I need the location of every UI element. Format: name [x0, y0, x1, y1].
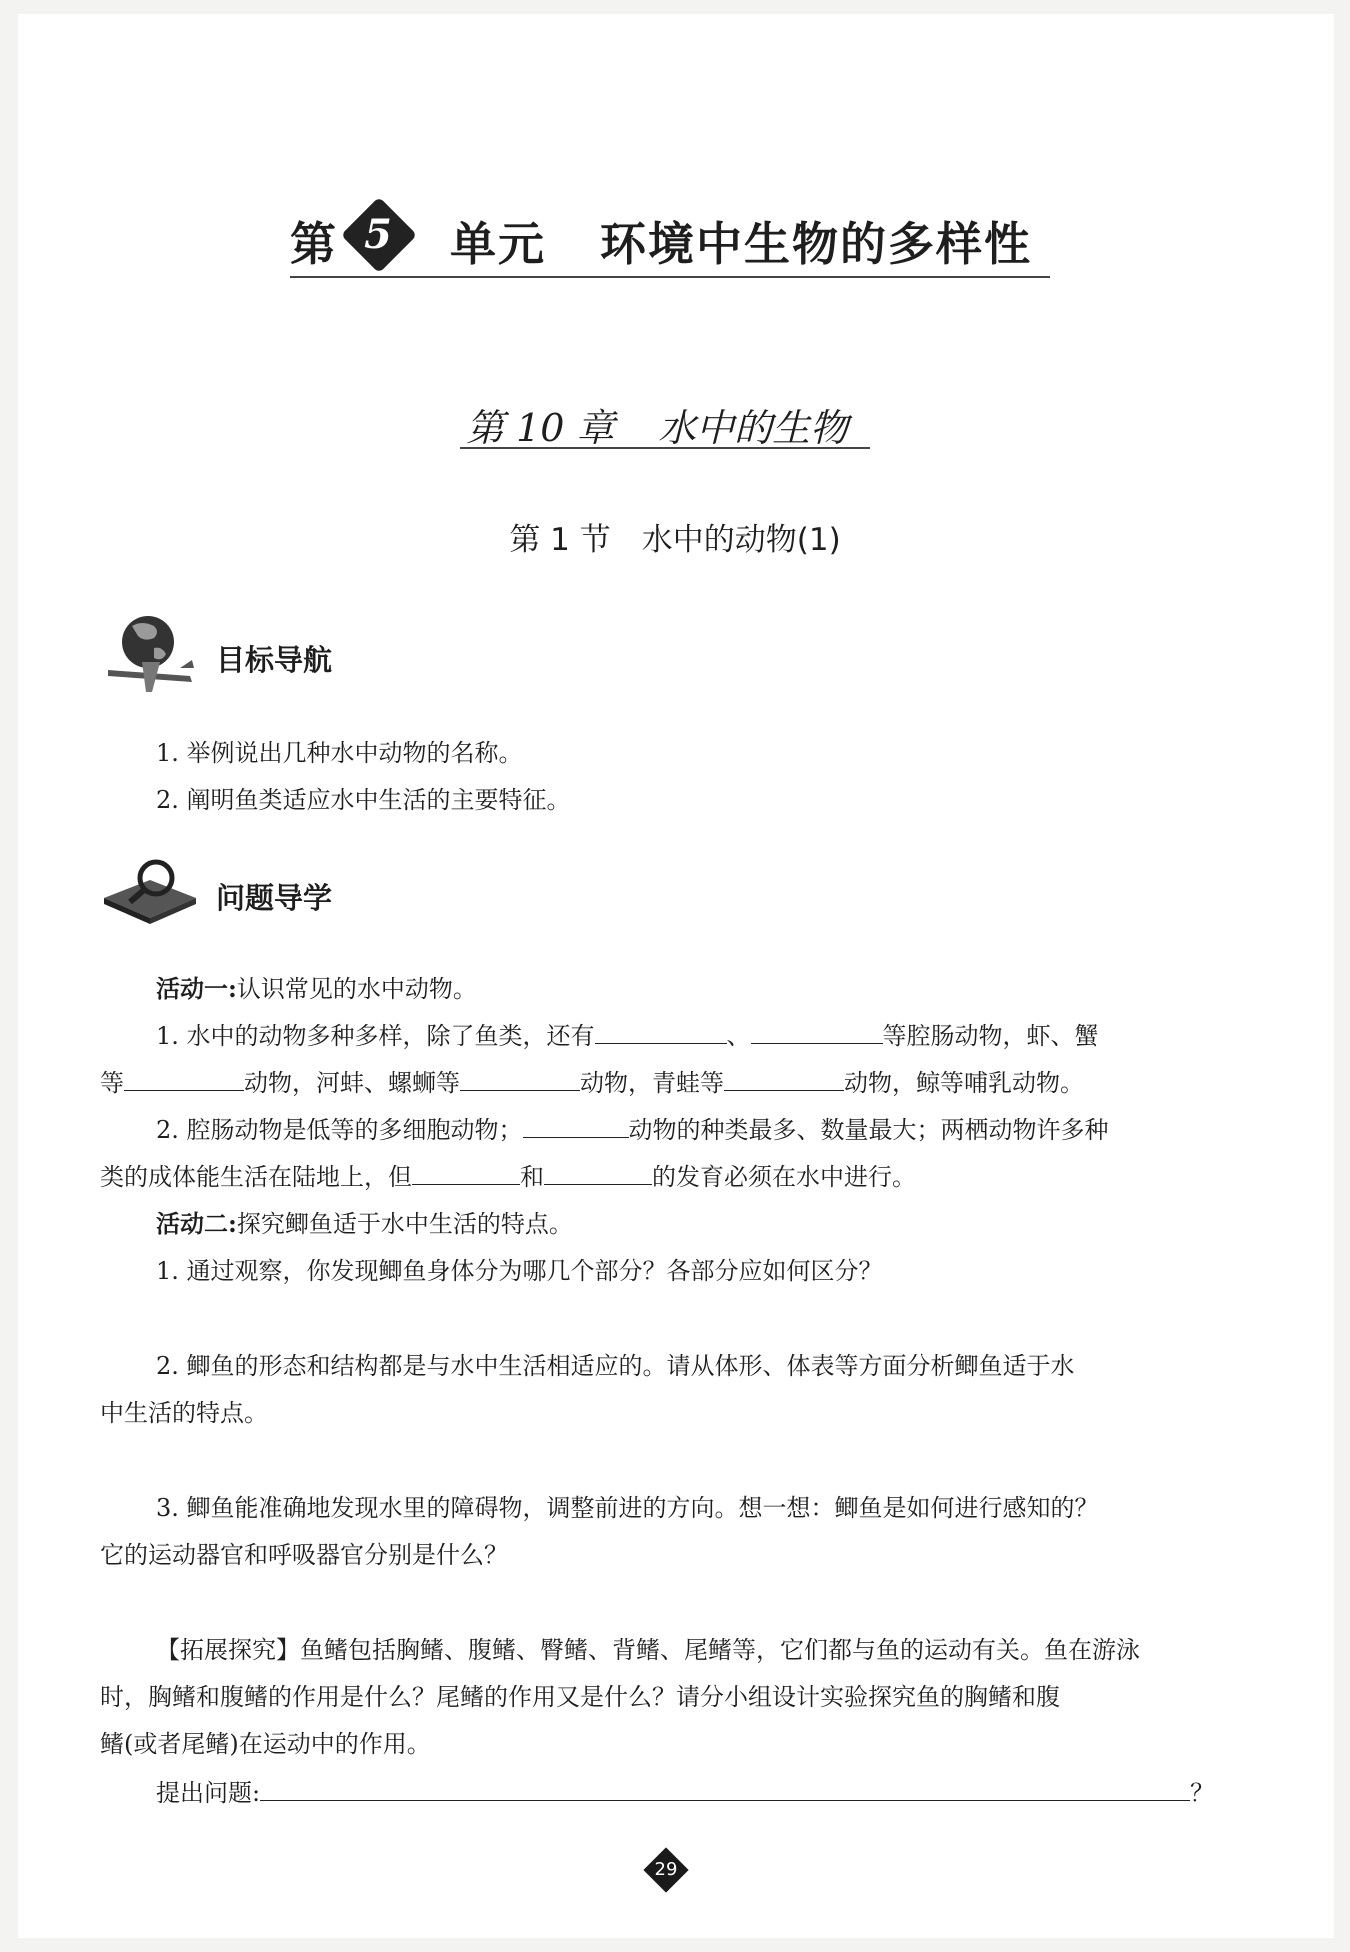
unit-underline — [290, 276, 1050, 278]
page-number-badge — [644, 1848, 688, 1892]
blank[interactable] — [412, 1160, 520, 1185]
globe-airplane-icon — [102, 612, 198, 698]
text: 类的成体能生活在陆地上，但 — [100, 1163, 412, 1191]
extension-line2: 时，胸鳍和腹鳍的作用是什么？尾鳍的作用又是什么？请分小组设计实验探究鱼的胸鳍和腹 — [100, 1683, 1060, 1711]
activity2-label: 活动二: — [156, 1209, 237, 1238]
activity1-text: 认识常见的水中动物。 — [236, 975, 477, 1003]
magnifier-calculator-icon — [100, 858, 200, 924]
unit-name: 环境中生物的多样性 — [600, 217, 1032, 271]
question-blank[interactable] — [260, 1776, 1190, 1801]
goals-heading: 目标导航 — [216, 643, 333, 677]
activity1-q1-line1 — [156, 1019, 1099, 1053]
chapter-title — [460, 395, 870, 449]
activity2-q3-line2: 它的运动器官和呼吸器官分别是什么？ — [100, 1541, 508, 1569]
activity1-q2-line1 — [156, 1113, 1109, 1147]
blank[interactable] — [124, 1066, 244, 1091]
text: 、 — [726, 1022, 751, 1050]
goal-item-1: 1. 举例说出几种水中动物的名称。 — [156, 739, 523, 767]
activity1-q1-line2 — [100, 1066, 1084, 1100]
unit-prefix: 第 — [290, 217, 338, 271]
extension-prompt-label: 提出问题: — [156, 1779, 261, 1807]
text: 和 — [520, 1163, 544, 1191]
activity1 — [156, 972, 477, 1006]
unit-title — [290, 200, 1050, 278]
blank[interactable] — [544, 1160, 652, 1185]
text: 动物，鲸等哺乳动物。 — [844, 1069, 1084, 1097]
guide-heading: 问题导学 — [216, 881, 333, 915]
activity2-q3-line1: 3. 鲫鱼能准确地发现水里的障碍物，调整前进的方向。想一想：鲫鱼是如何进行感知的？ — [156, 1494, 1099, 1522]
blank[interactable] — [751, 1019, 883, 1044]
activity1-label: 活动一: — [156, 974, 237, 1003]
activity2 — [156, 1207, 573, 1241]
chapter-label: 第 10 章 — [466, 406, 615, 450]
unit-number: 5 — [364, 211, 394, 258]
page-number: 29 — [654, 1859, 678, 1880]
blank[interactable] — [724, 1066, 844, 1091]
blank[interactable] — [595, 1019, 727, 1044]
extension-prompt-end: ？ — [1190, 1779, 1215, 1807]
text: 等 — [100, 1069, 124, 1097]
activity2-q2-line1: 2. 鲫鱼的形态和结构都是与水中生活相适应的。请从体形、体表等方面分析鲫鱼适于水 — [156, 1352, 1075, 1380]
text: 动物的种类最多、数量最大；两栖动物许多种 — [628, 1116, 1109, 1144]
blank[interactable] — [460, 1066, 580, 1091]
unit-suffix: 单元 — [450, 217, 546, 271]
extension-prompt-row — [156, 1776, 1214, 1810]
chapter-name: 水中的生物 — [658, 406, 849, 450]
section-title: 第 1 节 水中的动物(1) — [509, 522, 841, 558]
extension-line3: 鳍(或者尾鳍)在运动中的作用。 — [100, 1730, 431, 1758]
text: 动物，河蚌、螺蛳等 — [244, 1069, 460, 1097]
extension-line1: 【拓展探究】鱼鳍包括胸鳍、腹鳍、臀鳍、背鳍、尾鳍等，它们都与鱼的运动有关。鱼在游泳 — [156, 1636, 1140, 1664]
text: 等腔肠动物，虾、蟹 — [882, 1022, 1099, 1050]
text: 的发育必须在水中进行。 — [652, 1163, 916, 1191]
text: 1. 水中的动物多种多样，除了鱼类，还有 — [156, 1022, 595, 1050]
activity2-text: 探究鲫鱼适于水中生活的特点。 — [236, 1210, 573, 1238]
goal-item-2: 2. 阐明鱼类适应水中生活的主要特征。 — [156, 786, 571, 814]
text: 2. 腔肠动物是低等的多细胞动物； — [156, 1116, 523, 1144]
activity1-q2-line2 — [100, 1160, 916, 1194]
text: 动物，青蛙等 — [580, 1069, 724, 1097]
activity2-q1: 1. 通过观察，你发现鲫鱼身体分为哪几个部分？各部分应如何区分？ — [156, 1257, 883, 1285]
blank[interactable] — [523, 1113, 629, 1138]
activity2-q2-line2: 中生活的特点。 — [100, 1399, 268, 1427]
